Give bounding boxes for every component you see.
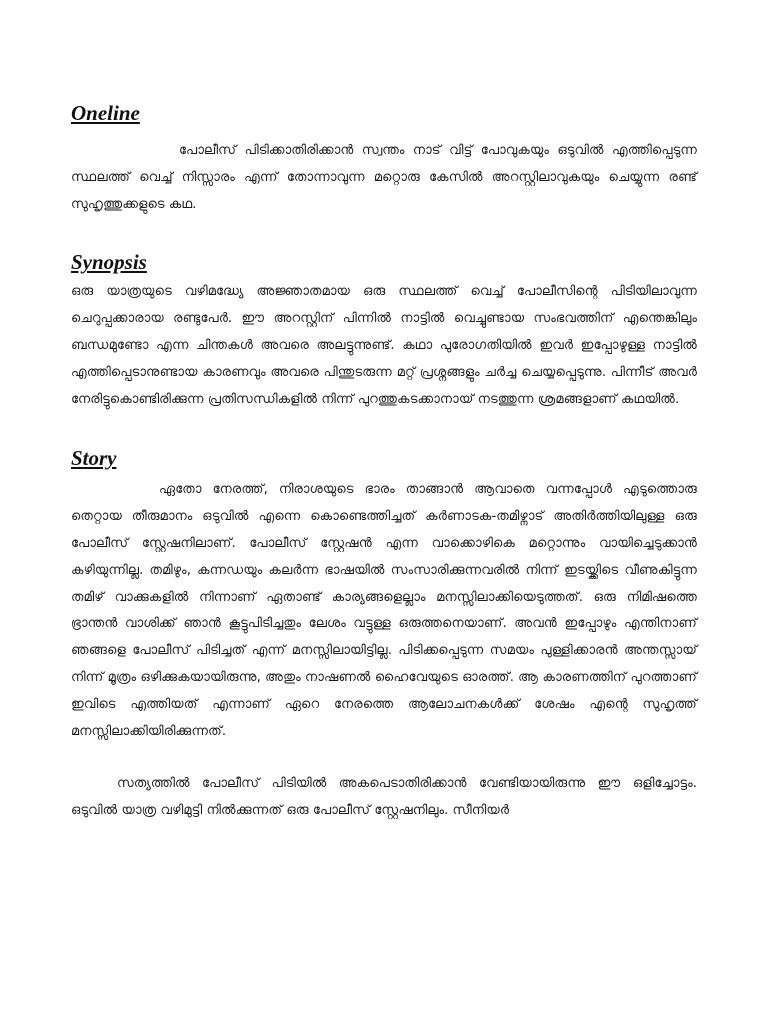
oneline-paragraph: പോലീസ് പിടിക്കാതിരിക്കാൻ സ്വന്തം നാട് വിട്ട് പോവുകയും ഒടുവിൽ എത്തിപ്പെടുന്ന സ്ഥലത്ത് വെച്ച് നിസ്സാരം എന്ന് തോന്നാവുന്ന മറ്റൊരു കേസിൽ അറസ്റ്റിലാവുകയും ചെയ്യുന്ന രണ്ട് സുഹൃത്തുക്കളുടെ കഥ.: [71, 143, 697, 212]
synopsis-paragraph: ഒരു യാത്രയുടെ വഴിമദ്ധ്യേ അജ്ഞാതമായ ഒരു സ്ഥലത്ത് വെച്ച് പോലീസിന്റെ പിടിയിലാവുന്ന ചെറുപ്പക്കാരായ രണ്ടുപേർ. ഈ അറസ്റ്റിന് പിന്നിൽ നാട്ടിൽ വെച്ചുണ്ടായ സംഭവത്തിന് എന്തെങ്കിലും ബന്ധമുണ്ടോ എന്ന ചിന്തകൾ അവരെ അലട്ടുന്നുണ്ട്. കഥാ പുരോഗതിയിൽ ഇവർ ഇപ്പോഴുള്ള നാട്ടിൽ എത്തിപ്പെടാനുണ്ടായ കാരണവും അവരെ പിന്തുടരുന്ന മറ്റ് പ്രശ്നങ്ങളും ചർച്ച ചെയ്യപ്പെടുന്നു. പിന്നീട് അവർ നേരിട്ടുകൊണ്ടിരിക്കുന്ന പ്രതിസന്ധികളിൽ നിന്ന് പുറത്തുകടക്കാനായ് നടത്തുന്ന ശ്രമങ്ങളാണ് കഥയിൽ.: [71, 284, 697, 407]
document-page: [71, 98, 697, 825]
story-paragraph-2: സത്യത്തിൽ പോലീസ് പിടിയിൽ അകപെടാതിരിക്കാൻ വേണ്ടിയായിരുന്നു ഈ ഒളിച്ചോട്ടം. ഒടുവിൽ യാത്ര വഴിമുട്ടി നിൽക്കുന്നത് ഒരു പോലീസ് സ്റ്റേഷനിലും. സീനിയർ: [71, 776, 697, 819]
heading-synopsis: Synopsis: [71, 250, 147, 275]
story-paragraph-1: ഏതോ നേരത്ത്, നിരാശയുടെ ഭാരം താങ്ങാൻ ആവാതെ വന്നപ്പോൾ എടുത്തൊരു തെറ്റായ തീരുമാനം ഒടുവിൽ എന്നെ കൊണ്ടെത്തിച്ചത് കർണാടക-തമിഴ്നാട് അതിർത്തിയിലുള്ള ഒരു പോലീസ് സ്റ്റേഷനിലാണ്. പോലീസ് സ്റ്റേഷൻ എന്ന വാക്കൊഴികെ മറ്റൊന്നും വായിച്ചെടുക്കാൻ കഴിയുന്നില്ല. തമിഴും, കന്നഡയും കലർന്ന ഭാഷയിൽ സംസാരിക്കുന്നവരിൽ നിന്ന് ഇടയ്ക്കിടെ വീണുകിട്ടുന്ന തമിഴ് വാക്കുകളിൽ നിന്നാണ് ഏതാണ്ട് കാര്യങ്ങളെല്ലാം മനസ്സിലാക്കിയെടുത്തത്. ഒരു നിമിഷത്തെ ഭ്രാന്തൻ വാശിക്ക് ഞാൻ കൂട്ടുപിടിച്ചതും ലേശം വട്ടുള്ള ഒരുത്തനെയാണ്. അവൻ ഇപ്പോഴും എന്തിനാണ് ഞങ്ങളെ പോലീസ് പിടിച്ചത് എന്ന് മനസ്സിലായിട്ടില്ല. പിടിക്കപ്പെടുന്ന സമയം പുള്ളിക്കാരൻ അന്തസ്സായ് നിന്ന് മൂത്രം ഒഴിക്കുകയായിരുന്നു, അതും നാഷണൽ ഹൈവേയുടെ ഓരത്ത്. ആ കാരണത്തിന് പുറത്താണ് ഇവിടെ എത്തിയത് എന്നാണ് ഏറെ നേരത്തെ ആലോചനകൾക്ക് ശേഷം എന്റെ സുഹൃത്ത് മനസ്സിലാക്കിയിരിക്കുന്നത്.: [71, 482, 697, 739]
heading-oneline: Oneline: [71, 101, 140, 125]
heading-story: Story: [71, 446, 117, 471]
